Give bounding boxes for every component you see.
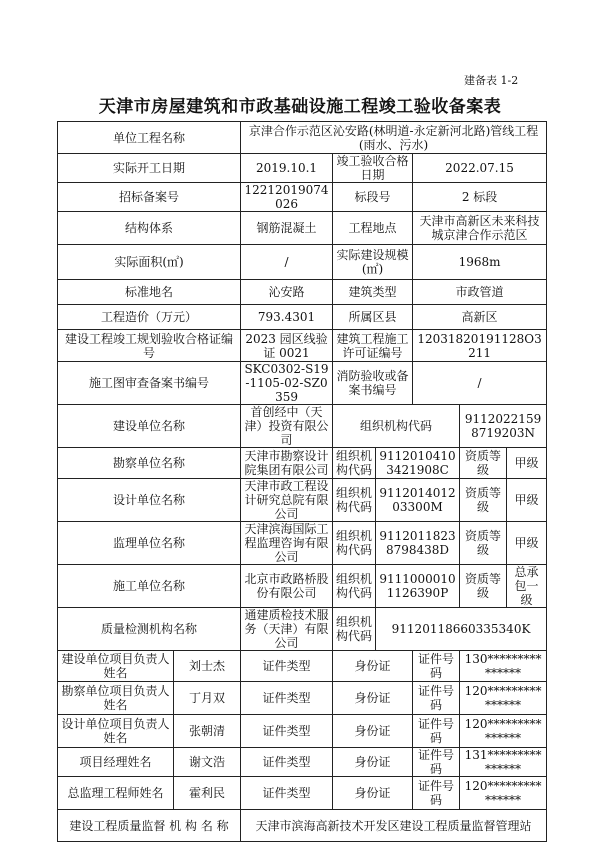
design-org-code: 911201401203300M [376,479,460,522]
row-builder [58,405,547,448]
construction-qual-label: 资质等级 [460,565,507,608]
testing-name: 通建质检技术服务（天津）有限公司 [241,608,333,651]
supervision-label: 监理单位名称 [58,522,241,565]
plan-cert-value: 2023 园区线验证 0021 [241,330,333,362]
supervision-agency-value: 天津市滨海高新技术开发区建设工程质量监督管理站 [241,810,547,842]
survey-qual: 甲级 [507,448,547,479]
district-value: 高新区 [413,305,547,330]
start-date-value: 2019.10.1 [241,154,333,183]
supervision-qual-label: 资质等级 [460,522,507,565]
structure-label: 结构体系 [58,212,241,245]
person-row [58,682,547,715]
location-value: 天津市高新区未来科技城京津合作示范区 [413,212,547,245]
row-tender-no [58,183,547,212]
row-drawing-review [58,362,547,405]
cert-no-value: 120*************** [460,715,547,748]
supervision-org-code-label: 组织机构代码 [333,522,376,565]
area-label: 实际面积(㎡) [58,245,241,280]
row-design [58,479,547,522]
tender-no-value: 12212019074026 [241,183,333,212]
drawing-review-label: 施工图审查备案书编号 [58,362,241,405]
completion-date-value: 2022.07.15 [413,154,547,183]
person-role-label: 项目经理姓名 [58,748,174,777]
cert-no-value: 120*************** [460,777,547,810]
cert-type-value: 身份证 [333,682,413,715]
cert-no-label: 证件号码 [413,682,460,715]
person-name: 霍利民 [174,777,241,810]
person-name: 谢文浩 [174,748,241,777]
start-date-label: 实际开工日期 [58,154,241,183]
completion-date-label: 竣工验收合格日期 [333,154,413,183]
cost-label: 工程造价（万元） [58,305,241,330]
person-role-label: 勘察单位项目负责人姓名 [58,682,174,715]
tender-no-label: 招标备案号 [58,183,241,212]
cert-type-label: 证件类型 [241,715,333,748]
survey-qual-label: 资质等级 [460,448,507,479]
permit-label: 建筑工程施工许可证编号 [333,330,413,362]
place-name-label: 标准地名 [58,280,241,305]
cert-no-label: 证件号码 [413,651,460,682]
cert-type-label: 证件类型 [241,748,333,777]
place-name-value: 沁安路 [241,280,333,305]
survey-name: 天津市勘察设计院集团有限公司 [241,448,333,479]
design-name: 天津市政工程设计研究总院有限公司 [241,479,333,522]
design-label: 设计单位名称 [58,479,241,522]
row-unit-project-name [58,122,547,154]
design-org-code-label: 组织机构代码 [333,479,376,522]
cert-no-value: 131*************** [460,748,547,777]
person-role-label: 设计单位项目负责人姓名 [58,715,174,748]
row-area [58,245,547,280]
cost-value: 793.4301 [241,305,333,330]
form-number: 建备表 1-2 [464,74,519,87]
building-type-label: 建筑类型 [333,280,413,305]
supervision-qual: 甲级 [507,522,547,565]
structure-value: 钢筋混凝土 [241,212,333,245]
permit-value: 12031820191128O3211 [413,330,547,362]
person-row [58,651,547,682]
person-name: 张朝清 [174,715,241,748]
testing-org-code-label: 组织机构代码 [333,608,376,651]
construction-org-code: 91110000101126390P [376,565,460,608]
cert-no-label: 证件号码 [413,748,460,777]
cert-no-label: 证件号码 [413,715,460,748]
testing-org-code: 91120118660335340K [376,608,547,651]
row-supervision [58,522,547,565]
builder-org-code-label: 组织机构代码 [333,405,460,448]
testing-label: 质量检测机构名称 [58,608,241,651]
unit-project-name-label: 单位工程名称 [58,122,241,154]
location-label: 工程地点 [333,212,413,245]
fire-acceptance-label: 消防验收或备案书编号 [333,362,413,405]
supervision-name: 天津滨海国际工程监理咨询有限公司 [241,522,333,565]
scale-value: 1968m [413,245,547,280]
survey-org-code: 91120104103421908C [376,448,460,479]
building-type-value: 市政管道 [413,280,547,305]
construction-org-code-label: 组织机构代码 [333,565,376,608]
builder-label: 建设单位名称 [58,405,241,448]
cert-type-label: 证件类型 [241,651,333,682]
row-survey [58,448,547,479]
construction-label: 施工单位名称 [58,565,241,608]
person-row [58,748,547,777]
design-qual: 甲级 [507,479,547,522]
district-label: 所属区县 [333,305,413,330]
row-start-date [58,154,547,183]
section-no-value: 2 标段 [413,183,547,212]
cert-type-value: 身份证 [333,715,413,748]
cert-type-value: 身份证 [333,651,413,682]
scale-label: 实际建设规模(㎡) [333,245,413,280]
section-no-label: 标段号 [333,183,413,212]
cert-type-value: 身份证 [333,748,413,777]
plan-cert-label: 建设工程竣工规划验收合格证编号 [58,330,241,362]
cert-no-value: 130*************** [460,651,547,682]
record-table [57,121,547,842]
fire-acceptance-value: / [413,362,547,405]
person-role-label: 建设单位项目负责人姓名 [58,651,174,682]
person-name: 刘士杰 [174,651,241,682]
person-role-label: 总监理工程师姓名 [58,777,174,810]
row-cost [58,305,547,330]
person-row [58,715,547,748]
row-testing [58,608,547,651]
supervision-agency-label: 建设工程质量监督 机 构 名 称 [58,810,241,842]
unit-project-name-value: 京津合作示范区沁安路(林明道-永定新河北路)管线工程(雨水、污水) [241,122,547,154]
construction-qual: 总承包一级 [507,565,547,608]
document-title: 天津市房屋建筑和市政基础设施工程竣工验收备案表 [98,97,502,117]
cert-type-value: 身份证 [333,777,413,810]
row-plan-cert [58,330,547,362]
cert-no-value: 120*************** [460,682,547,715]
design-qual-label: 资质等级 [460,479,507,522]
row-target [58,280,547,305]
construction-name: 北京市政路桥股份有限公司 [241,565,333,608]
survey-org-code-label: 组织机构代码 [333,448,376,479]
survey-label: 勘察单位名称 [58,448,241,479]
cert-no-label: 证件号码 [413,777,460,810]
builder-name: 首创经中（天津）投资有限公司 [241,405,333,448]
drawing-review-value: SKC0302-S19-1105-02-SZ0359 [241,362,333,405]
area-value: / [241,245,333,280]
person-row [58,777,547,810]
builder-org-code: 91120221598719203N [460,405,547,448]
row-construction [58,565,547,608]
row-supervision-agency [58,810,547,842]
supervision-org-code: 91120118238798438D [376,522,460,565]
row-structure [58,212,547,245]
cert-type-label: 证件类型 [241,777,333,810]
cert-type-label: 证件类型 [241,682,333,715]
person-name: 丁月双 [174,682,241,715]
